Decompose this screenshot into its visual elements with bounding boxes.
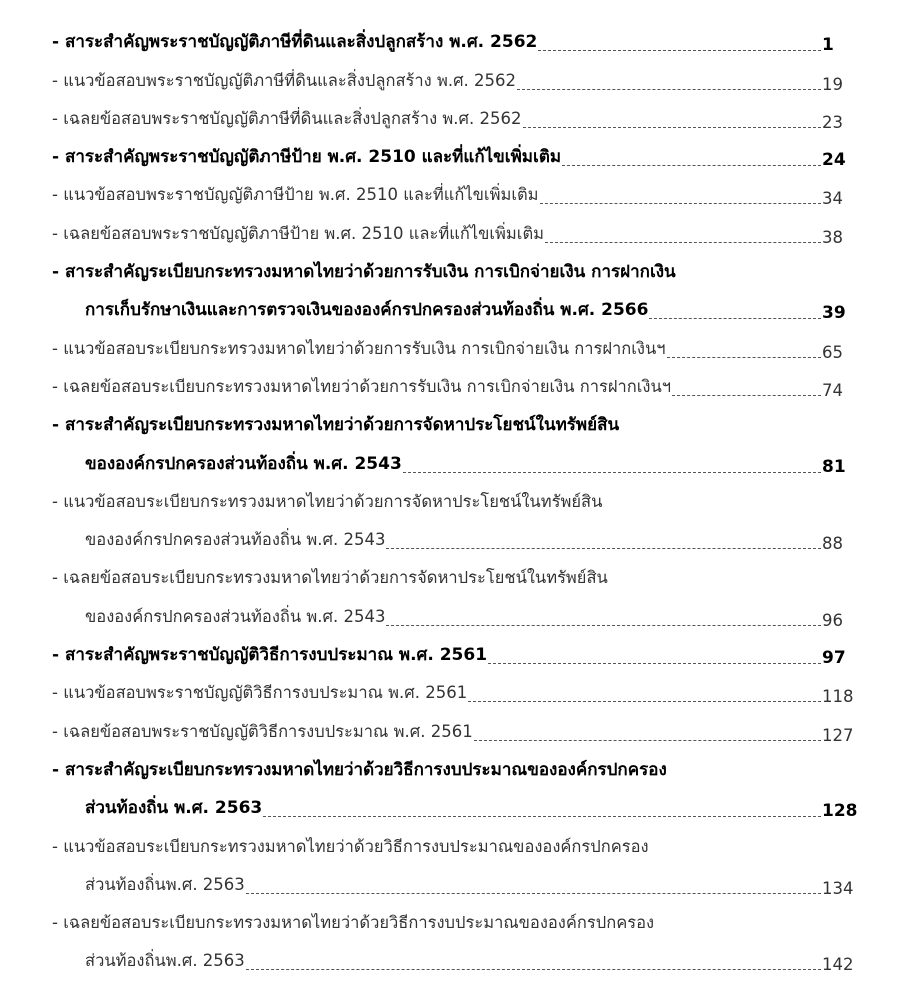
toc-entry-title-continuation: ขององค์กรปกครองส่วนท้องถิ่น พ.ศ. 2543 bbox=[85, 453, 402, 474]
toc-entry-first-line[interactable] bbox=[52, 480, 862, 518]
dot-leader bbox=[468, 701, 821, 702]
toc-entry-continuation[interactable] bbox=[52, 786, 862, 824]
toc-entry-first-line[interactable] bbox=[52, 824, 862, 862]
toc-entry[interactable] bbox=[52, 365, 862, 403]
toc-entry-title-continuation: ขององค์กรปกครองส่วนท้องถิ่น พ.ศ. 2543 bbox=[85, 530, 386, 550]
toc-page-number: 81 bbox=[822, 456, 846, 477]
toc-page-number: 74 bbox=[822, 380, 843, 400]
toc-entry-title: - สาระสำคัญพระราชบัญญัติภาษีที่ดินและสิ่งปลูกสร้าง พ.ศ. 2562 bbox=[52, 32, 538, 53]
dot-leader bbox=[246, 969, 821, 970]
toc-page-number: 38 bbox=[822, 227, 843, 247]
toc-page-number: 142 bbox=[822, 955, 854, 975]
toc-entry-title: - แนวข้อสอบพระราชบัญญัติภาษีที่ดินและสิ่งปลูกสร้าง พ.ศ. 2562 bbox=[52, 70, 517, 90]
toc-entry-continuation[interactable] bbox=[52, 939, 862, 977]
toc-entry[interactable] bbox=[52, 173, 862, 211]
toc-entry-title-continuation: ส่วนท้องถิ่นพ.ศ. 2563 bbox=[85, 874, 245, 894]
dot-leader bbox=[386, 548, 821, 549]
toc-entry-title: - แนวข้อสอบพระราชบัญญัติภาษีป้าย พ.ศ. 2510 และที่แก้ไขเพิ่มเติม bbox=[52, 185, 539, 205]
toc-page-number: 1 bbox=[822, 35, 834, 56]
toc-entry-first-line[interactable] bbox=[52, 556, 862, 594]
dot-leader bbox=[538, 50, 821, 51]
dot-leader bbox=[246, 893, 821, 894]
toc-entry-title: - เฉลยข้อสอบระเบียบกระทรวงมหาดไทยว่าด้วยวิธีการงบประมาณขององค์กรปกครอง bbox=[52, 913, 655, 933]
toc-entry-title-continuation: การเก็บรักษาเงินและการตรวจเงินขององค์กรปกครองส่วนท้องถิ่น พ.ศ. 2566 bbox=[85, 300, 649, 321]
toc-entry-title: - เฉลยข้อสอบพระราชบัญญัติภาษีป้าย พ.ศ. 2510 และที่แก้ไขเพิ่มเติม bbox=[52, 223, 545, 243]
toc-entry[interactable] bbox=[52, 709, 862, 747]
toc-entry-continuation[interactable] bbox=[52, 441, 862, 479]
toc-entry-continuation[interactable] bbox=[52, 594, 862, 632]
dot-leader bbox=[672, 395, 821, 396]
toc-entry-title: - เฉลยข้อสอบพระราชบัญญัติวิธีการงบประมาณ พ.ศ. 2561 bbox=[52, 721, 473, 741]
toc-entry[interactable] bbox=[52, 58, 862, 96]
dot-leader bbox=[545, 242, 821, 243]
dot-leader bbox=[386, 625, 821, 626]
toc-entry-title: - เฉลยข้อสอบระเบียบกระทรวงมหาดไทยว่าด้วยการจัดหาประโยชน์ในทรัพย์สิน bbox=[52, 568, 608, 588]
dot-leader bbox=[263, 816, 821, 817]
toc-entry-title: - แนวข้อสอบระเบียบกระทรวงมหาดไทยว่าด้วยวิธีการงบประมาณขององค์กรปกครอง bbox=[52, 836, 649, 856]
toc-page-number: 23 bbox=[822, 112, 843, 132]
toc-page-number: 34 bbox=[822, 189, 843, 209]
toc-entry[interactable] bbox=[52, 326, 862, 364]
toc-entry-title: - เฉลยข้อสอบพระราชบัญญัติภาษีที่ดินและสิ่งปลูกสร้าง พ.ศ. 2562 bbox=[52, 108, 522, 128]
toc-entry-first-line[interactable] bbox=[52, 403, 862, 441]
toc-entry-title: - แนวข้อสอบพระราชบัญญัติวิธีการงบประมาณ พ.ศ. 2561 bbox=[52, 683, 468, 703]
toc-entry-first-line[interactable] bbox=[52, 901, 862, 939]
toc-entry[interactable] bbox=[52, 211, 862, 249]
toc-page-number: 134 bbox=[822, 878, 854, 898]
dot-leader bbox=[403, 472, 821, 473]
toc-entry-title-continuation: ส่วนท้องถิ่น พ.ศ. 2563 bbox=[85, 798, 263, 819]
toc-entry[interactable] bbox=[52, 633, 862, 671]
dot-leader bbox=[540, 203, 821, 204]
toc-entry-continuation[interactable] bbox=[52, 518, 862, 556]
dot-leader bbox=[523, 127, 821, 128]
toc-entry-title-continuation: ขององค์กรปกครองส่วนท้องถิ่น พ.ศ. 2543 bbox=[85, 606, 386, 626]
toc-page-number: 65 bbox=[822, 342, 843, 362]
toc-page-number: 97 bbox=[822, 648, 846, 669]
toc-page-number: 96 bbox=[822, 610, 843, 630]
dot-leader bbox=[517, 89, 821, 90]
toc-page-number: 127 bbox=[822, 725, 854, 745]
dot-leader bbox=[488, 663, 821, 664]
toc-page-number: 39 bbox=[822, 303, 846, 324]
toc-entry-title: - สาระสำคัญระเบียบกระทรวงมหาดไทยว่าด้วยวิธีการงบประมาณขององค์กรปกครอง bbox=[52, 759, 667, 780]
toc-entry-continuation[interactable] bbox=[52, 288, 862, 326]
toc-entry[interactable] bbox=[52, 97, 862, 135]
toc-entry[interactable] bbox=[52, 20, 862, 58]
toc-entry-first-line[interactable] bbox=[52, 748, 862, 786]
toc-entry-title: - เฉลยข้อสอบระเบียบกระทรวงมหาดไทยว่าด้วยการรับเงิน การเบิกจ่ายเงิน การฝากเงินฯ bbox=[52, 376, 672, 396]
toc-entry-title: - สาระสำคัญพระราชบัญญัติวิธีการงบประมาณ พ.ศ. 2561 bbox=[52, 645, 488, 666]
toc-entry-first-line[interactable] bbox=[52, 250, 862, 288]
toc-page-number: 128 bbox=[822, 801, 858, 822]
toc-entry-title: - แนวข้อสอบระเบียบกระทรวงมหาดไทยว่าด้วยการรับเงิน การเบิกจ่ายเงิน การฝากเงินฯ bbox=[52, 338, 666, 358]
table-of-contents bbox=[52, 20, 862, 977]
toc-entry-title: - สาระสำคัญพระราชบัญญัติภาษีป้าย พ.ศ. 2510 และที่แก้ไขเพิ่มเติม bbox=[52, 147, 562, 168]
dot-leader bbox=[649, 318, 821, 319]
toc-page-number: 88 bbox=[822, 534, 843, 554]
dot-leader bbox=[667, 357, 821, 358]
toc-entry-title: - แนวข้อสอบระเบียบกระทรวงมหาดไทยว่าด้วยการจัดหาประโยชน์ในทรัพย์สิน bbox=[52, 491, 603, 511]
toc-page-number: 118 bbox=[822, 687, 854, 707]
dot-leader bbox=[562, 165, 821, 166]
toc-entry-continuation[interactable] bbox=[52, 863, 862, 901]
toc-entry[interactable] bbox=[52, 135, 862, 173]
toc-page-number: 24 bbox=[822, 150, 846, 171]
toc-entry-title: - สาระสำคัญระเบียบกระทรวงมหาดไทยว่าด้วยการรับเงิน การเบิกจ่ายเงิน การฝากเงิน bbox=[52, 262, 676, 283]
toc-entry[interactable] bbox=[52, 671, 862, 709]
toc-entry-title-continuation: ส่วนท้องถิ่นพ.ศ. 2563 bbox=[85, 951, 245, 971]
dot-leader bbox=[474, 740, 821, 741]
toc-entry-title: - สาระสำคัญระเบียบกระทรวงมหาดไทยว่าด้วยการจัดหาประโยชน์ในทรัพย์สิน bbox=[52, 415, 620, 436]
toc-page-number: 19 bbox=[822, 74, 843, 94]
